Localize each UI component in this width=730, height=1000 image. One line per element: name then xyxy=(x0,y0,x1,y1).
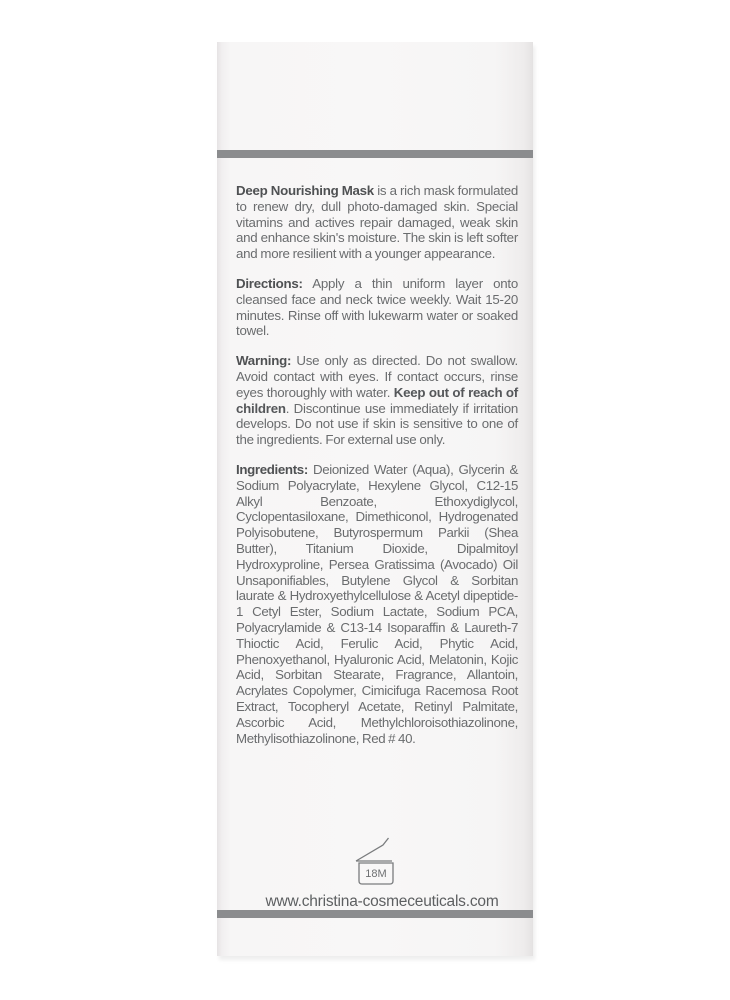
warning-label: Warning: xyxy=(236,353,292,369)
warning-text-2: . Discontinue use immediately if irritation develops. Do not use if skin is sensitive to one of the ingredients. For external use only. xyxy=(236,400,518,448)
ingredients-text: Deionized Water (Aqua), Glycerin & Sodium Polyacrylate, Hexylene Glycol, C12-15 Alkyl Benzoate, Ethoxydiglycol, Cyclopentasiloxane, Dimethiconol, Hydrogenated Polyisobutene, Butyrospermum Parkii (Shea Butter), Titanium Dioxide, Dipalmitoyl Hydroxyproline, Persea Gratissima (Avocado) Oil Unsaponifiables, Butylene Glycol & Sorbitan laurate & Hydroxyethylcellulose & Acetyl dipeptide-1 Cetyl Ester, Sodium Lactate, Sodium PCA, Polyacrylamide & C13-14 Isoparaffin & Laureth-7 Thioctic Acid, Ferulic Acid, Phytic Acid, Phenoxyethanol, Hyaluronic Acid, Melatonin, Kojic Acid, Sorbitan Stearate, Fragrance, Allantoin, Acrylates Copolymer, Cimicifuga Racemosa Root Extract, Tocopheryl Acetate, Retinyl Palmitate, Ascorbic Acid, Methylchloroisothiazolinone, Methylisothiazolinone, Red # 40. xyxy=(236,461,518,746)
ingredients-paragraph xyxy=(236,462,518,746)
directions-label: Directions: xyxy=(236,275,303,291)
product-box-back-panel xyxy=(217,42,533,956)
description-paragraph xyxy=(236,183,518,262)
directions-text: Apply a thin uniform layer onto cleansed face and neck twice weekly. Wait 15-20 minutes. Rinse off with lukewarm water or soaked towel. xyxy=(236,275,518,339)
label-text-block xyxy=(236,183,518,760)
warning-text-1: Use only as directed. Do not swallow. Avoid contact with eyes. If contact occurs, rinse eyes thoroughly with water. xyxy=(236,353,518,400)
pao-label: 18M xyxy=(365,868,387,880)
warning-paragraph xyxy=(236,353,518,448)
open-jar-icon xyxy=(353,836,399,886)
bottom-gray-band xyxy=(217,910,533,918)
product-name: Deep Nourishing Mask xyxy=(236,183,374,198)
directions-paragraph xyxy=(236,276,518,339)
warning-emphasis: Keep out of reach of children xyxy=(236,384,518,416)
description-text: is a rich mask formulated to renew dry, dull photo-damaged skin. Special vitamins and actives repair damaged, weak skin and enhance skin's moisture. The skin is left softer and more resilient with a younger appearance. xyxy=(236,183,518,262)
website-url: www.christina-cosmeceuticals.com xyxy=(265,893,499,910)
top-gray-band xyxy=(217,150,533,158)
ingredients-label: Ingredients: xyxy=(236,461,308,477)
